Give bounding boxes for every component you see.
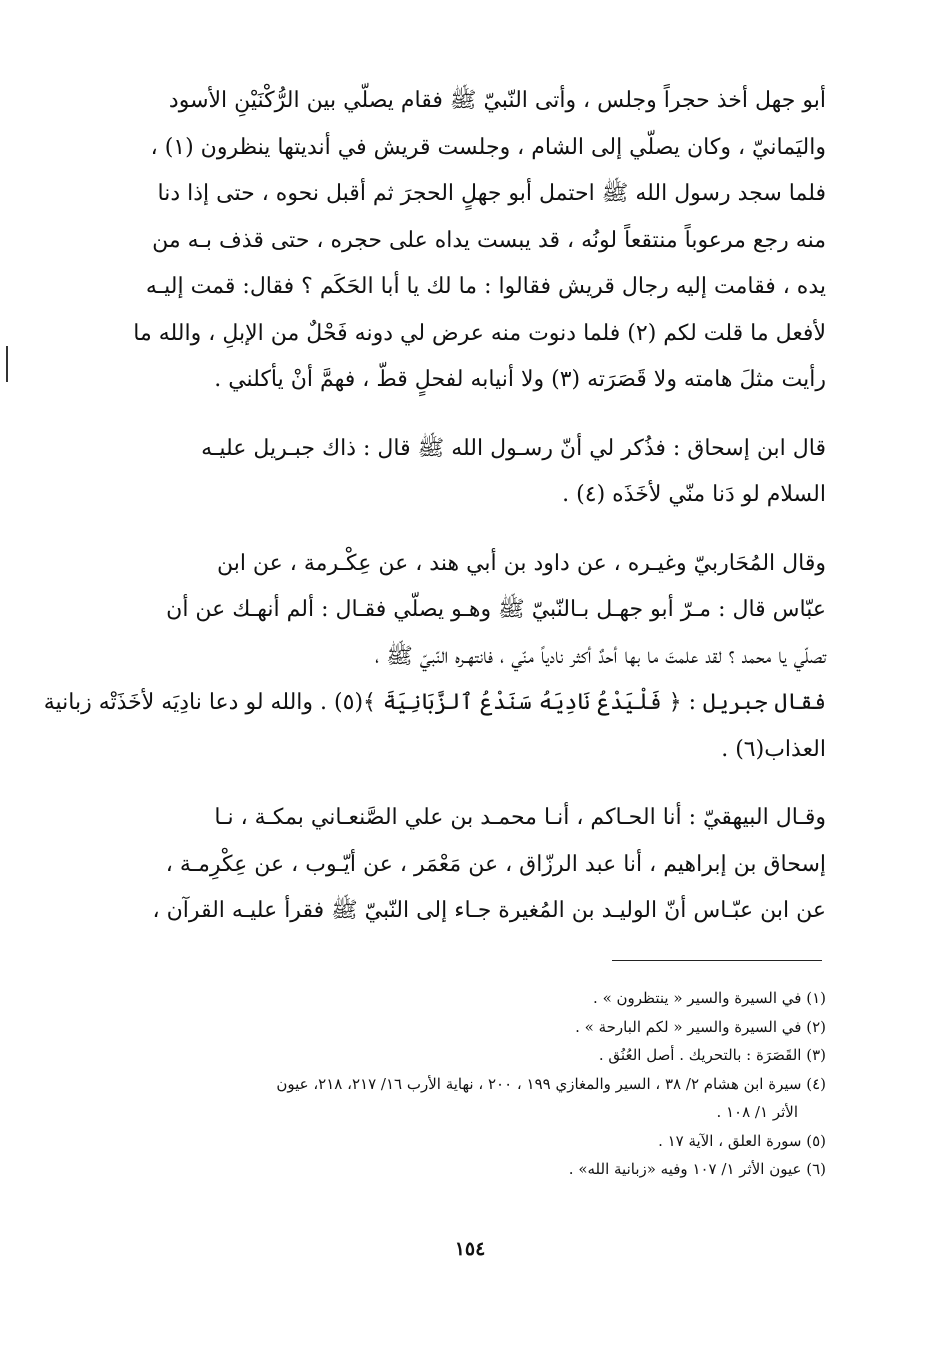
- footnote: (٣) القَصَرَة : بالتحريك . أصل العُنُق .: [598, 1046, 826, 1064]
- paragraph-4: [118, 795, 826, 935]
- text-line: عبّاس قال : مـرّ أبو جهـل بـالنّبيّ ﷺ وهـو يصلّي فقـال : ألم أنهـك عن أن: [166, 597, 826, 622]
- paragraph-2: [118, 426, 826, 519]
- main-text: [43, 78, 826, 935]
- text-line: قال ابن إسحاق : فذُكر لي أنّ رسـول الله ﷺ قال : ذاك جبـريل عليـه: [201, 435, 826, 461]
- footnote-divider: [612, 960, 822, 961]
- text-line: يده ، فقامت إليه رجال قريش فقالوا : ما لك يا أبا الحَكَم ؟ فقال: قمت إليـه: [145, 274, 826, 299]
- paragraph-3: [43, 541, 826, 774]
- margin-mark: [6, 346, 8, 382]
- text-line: عن ابن عبّـاس أنّ الوليـد بن المُغيرة جـاء إلى النّبيّ ﷺ فقرأ عليـه القرآن ،: [152, 898, 826, 923]
- footnote: (٢) في السيرة والسير « لكم البارحة » .: [575, 1017, 826, 1036]
- text-line: السلام لو دَنا منّي لأخَذَه (٤) .: [562, 482, 826, 507]
- text-line: لأفعل ما قلت لكم (٢) فلما دنوت منه عرض لي دونه فَحْلٌ من الإبلِ ، والله ما: [133, 320, 826, 346]
- text-line: فقال جبريل : ﴿ فَلْيَدْعُ نَادِيَهُ سَنَدْعُ ٱلزَّبَانِيَةَ ﴾(٥) . والله لو دعا نادِيَه لأخَذَتْه زبانية: [43, 690, 826, 715]
- text-line: فلما سجد رسول الله ﷺ احتمل أبو جهلٍ الحجرَ ثم أقبل نحوه ، حتى إذا دنا: [157, 181, 826, 206]
- text-line: واليَمانيّ ، وكان يصلّي إلى الشام ، وجلست قريش في أنديتها ينظرون (١) ،: [150, 134, 826, 160]
- paragraph-1: [118, 78, 826, 404]
- text-line: أبو جهل أخذ حجراً وجلس ، وأتى النّبيّ ﷺ فقام يصلّي بين الرُّكْنَيْنِ الأسود: [168, 88, 826, 113]
- text-line: منه رجع مرعوباً منتقعاً لونُه ، قد يبست يداه على حجره ، حتى قذف بـه من: [152, 227, 826, 253]
- text-line: العذاب(٦) .: [721, 736, 826, 762]
- footnote: (١) في السيرة والسير « ينتظرون » .: [593, 989, 826, 1007]
- text-line: تصلّي يا محمد ؟ لقد علمتَ ما بها أحدٌ أكثر نادياً منّي ، فانتهـره النّبيّ ﷺ ،: [375, 643, 826, 669]
- text-line: إسحاق بن إبراهيم ، أنا عبد الرزّاق ، عن مَعْمَر ، عن أيّـوب ، عن عِكْرِمـة ،: [165, 851, 826, 877]
- footnote: (٤) سيرة ابن هشام ٢/ ٣٨ ، السير والمغازي ١٩٩ ، ٢٠٠ ، نهاية الأرب ١٦/ ٢١٧، ٢١٨، عيون: [276, 1074, 826, 1093]
- text-line: وقـال البيهقيّ : أنا الحـاكم ، أنـا محمـد بن علي الصَّنعـاني بمكـة ، نـا: [214, 805, 826, 830]
- footnotes: [118, 984, 826, 1184]
- page-number: ١٥٤: [454, 1238, 486, 1260]
- text-line: رأيت مثلَ هامته ولا قَصَرَته (٣) ولا أنيابه لفحلٍ قطّ ، فهمَّ أنْ يأكلني .: [214, 367, 826, 392]
- footnote-continuation: الأثر ١/ ١٠٨ .: [716, 1103, 798, 1121]
- footnote: (٦) عيون الأثر ١/ ١٠٧ وفيه «زبانية الله» .: [568, 1160, 826, 1178]
- footnote: (٥) سورة العلق ، الآية ١٧ .: [658, 1131, 826, 1150]
- text-line: وقال المُحَاربيّ وغيـره ، عن داود بن أبي هند ، عن عِكْـرمة ، عن ابن: [216, 550, 826, 576]
